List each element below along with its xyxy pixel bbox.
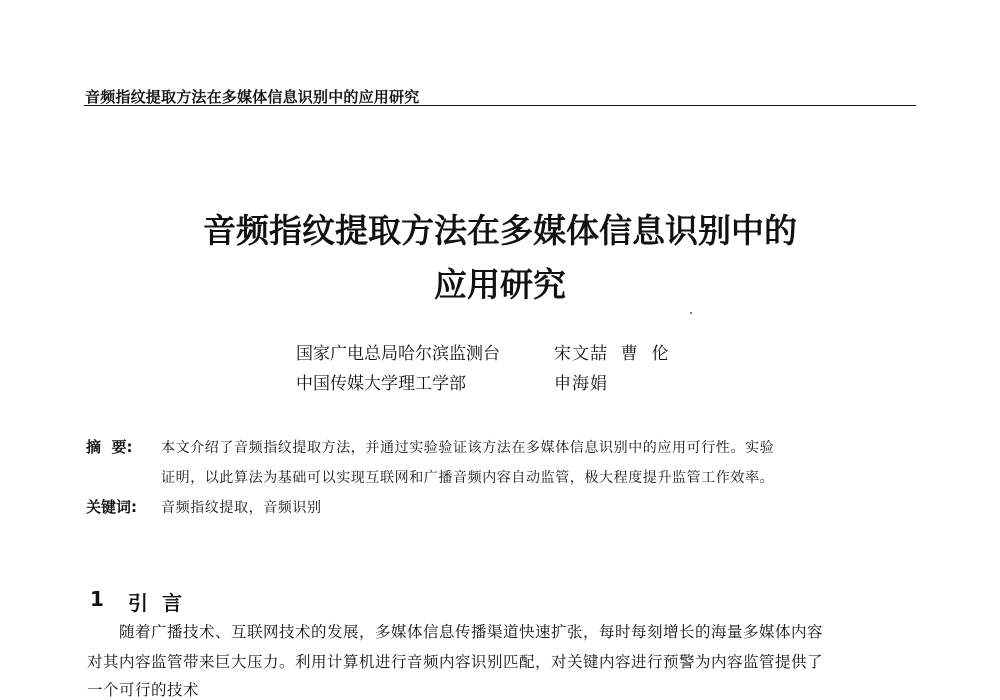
body-text-line: 对其内容监管带来巨大压力。利用计算机进行音频内容识别匹配，对关键内容进行预警为内容监管提供了 — [87, 653, 824, 671]
body-text-line: 一个可行的技术 — [87, 681, 200, 699]
section-title: 引言 — [128, 591, 196, 615]
author-row — [296, 346, 670, 363]
header-rule — [84, 105, 916, 106]
paper-title-line-2: 应用研究 — [434, 265, 566, 304]
author-affiliation: 国家广电总局哈尔滨监测台 — [296, 344, 500, 364]
author-names: 宋文喆 曹 伦 — [554, 344, 670, 364]
author-affiliation: 中国传媒大学理工学部 — [296, 374, 466, 394]
keywords-label: 关键词: — [86, 498, 137, 516]
section-number: 1 — [90, 587, 104, 611]
author-names: 申海娟 — [554, 374, 608, 394]
paper-title-line-1: 音频指纹提取方法在多媒体信息识别中的 — [203, 211, 797, 250]
body-text-line: 随着广播技术、互联网技术的发展，多媒体信息传播渠道快速扩张，每时每刻增长的海量多媒体内容 — [119, 623, 824, 641]
abstract-label: 摘 要: — [86, 438, 133, 456]
running-header: 音频指纹提取方法在多媒体信息识别中的应用研究 — [85, 88, 420, 106]
author-row — [296, 376, 608, 393]
abstract-text-line-2: 证明，以此算法为基础可以实现互联网和广播音频内容自动监管，极大程度提升监管工作效率。 — [161, 470, 775, 486]
abstract-text-line-1: 本文介绍了音频指纹提取方法，并通过实验验证该方法在多媒体信息识别中的应用可行性。实验 — [161, 440, 775, 456]
keywords-text: 音频指纹提取，音频识别 — [161, 500, 322, 516]
scan-speck — [690, 312, 692, 314]
